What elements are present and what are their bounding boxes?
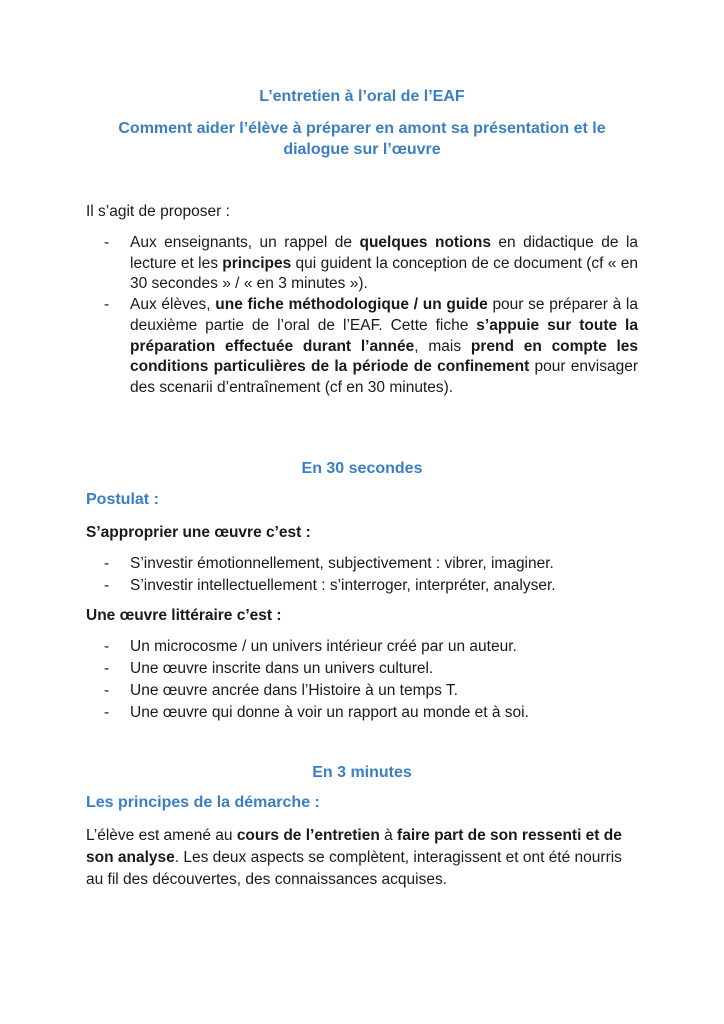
bold-run: une fiche méthodologique / un guide	[215, 296, 488, 314]
postulat-label: Postulat :	[86, 491, 159, 508]
section-heading-3-minutes: En 3 minutes	[312, 764, 412, 781]
text-run: qui guident la conception de ce document (cf « en 30 secondes » / « en 3 minutes »).	[130, 254, 638, 293]
bold-run: faire part de son ressenti et de son analyse	[86, 827, 622, 866]
literary-work-label: Une œuvre littéraire c’est :	[86, 607, 282, 624]
bold-run: principes	[222, 254, 292, 272]
subtitle-line-2: dialogue sur l’œuvre	[283, 141, 441, 158]
text-run: Aux enseignants, un rappel de	[130, 234, 360, 251]
text-run: en didactique de la lecture et les	[130, 234, 639, 272]
bold-run: cours de l’entretien	[236, 827, 380, 844]
list-item: - Une œuvre qui donne à voir un rapport au monde et à soi.	[86, 702, 638, 724]
bold-run: s’appuie sur toute la préparation effectuée durant l’année	[130, 316, 638, 355]
list-item: - S’investir émotionnellement, subjectivement : vibrer, imaginer.	[86, 553, 638, 575]
bold-run: quelques notions	[359, 234, 491, 251]
text-run: . Les deux aspects se complètent, interagissent et ont été nourris au fil des découvertes, des connaissances acquises.	[86, 849, 622, 888]
bold-run: prend en compte les conditions particulières de la période de confinement	[130, 337, 639, 376]
text-run: pour envisager des scenarii d’entraînement (cf en 30 minutes).	[130, 358, 639, 396]
appropriation-label: S’approprier une œuvre c’est :	[86, 524, 311, 541]
list-item: - Une œuvre inscrite dans un univers culturel.	[86, 658, 638, 680]
text-run: pour se préparer à la deuxième partie de l’oral de l’EAF. Cette fiche	[130, 296, 638, 334]
principles-label: Les principes de la démarche :	[86, 794, 320, 811]
text-run: L’élève est amené au	[86, 827, 237, 844]
text-run: Aux élèves,	[130, 296, 216, 314]
list-item	[86, 295, 638, 399]
document-title: L’entretien à l’oral de l’EAF	[259, 88, 465, 105]
list-item: - Une œuvre ancrée dans l’Histoire à un temps T.	[86, 680, 638, 702]
subtitle-line-1: Comment aider l’élève à préparer en amont sa présentation et le	[118, 120, 606, 137]
appropriation-list	[86, 553, 638, 597]
document-subtitle	[0, 118, 724, 160]
text-run: à	[379, 827, 398, 844]
section-heading-30-seconds: En 30 secondes	[301, 460, 423, 477]
list-item	[86, 233, 638, 295]
literary-work-list	[86, 636, 638, 724]
list-item: - Un microcosme / un univers intérieur créé par un auteur.	[86, 636, 638, 658]
text-run: , mais	[414, 337, 471, 355]
list-item: - S’investir intellectuellement : s’interroger, interpréter, analyser.	[86, 575, 638, 597]
principles-paragraph	[86, 825, 638, 891]
intro-text: Il s’agit de proposer :	[86, 203, 230, 220]
proposal-list	[86, 233, 638, 399]
